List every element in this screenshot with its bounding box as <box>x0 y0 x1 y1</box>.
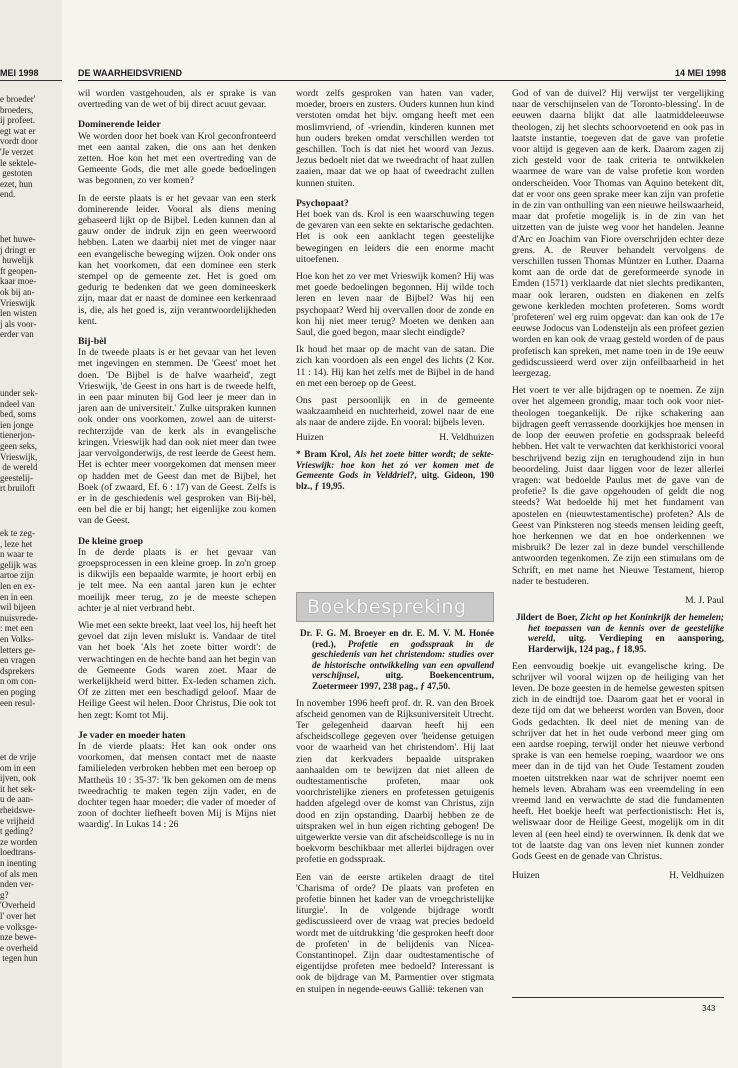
column-end-rule <box>512 997 724 998</box>
signature-author: H. Veldhuizen <box>669 870 724 882</box>
page-header <box>78 68 726 78</box>
column-1-intro: wil worden vastgehouden, als er sprake is van overtreding van de wet of bij direct acuut gevaar. <box>78 88 276 111</box>
section-heading: Bij-bèl <box>78 336 107 348</box>
publication-name: DE WAARHEIDSVRIEND <box>78 68 183 78</box>
signature-line <box>512 870 724 881</box>
column-2 <box>296 88 494 429</box>
book-title: Profetie en godsspraak in de geschiedenis van het christendom: studies over de historische ontwikkeling van een opvallend verschijnsel <box>312 638 494 681</box>
previous-page-rule <box>0 80 62 81</box>
signature-line <box>512 595 724 606</box>
paragraph: Ons past persoonlijk en in de gemeente waakzaamheid en nuchterheid, zowel naar de ene als naar de andere zijde. En vooral: bijbels leven. <box>296 395 494 429</box>
footnote-details: , uitg. Gideon, 190 blz., ƒ 19,95. <box>296 470 495 491</box>
column-1 <box>78 88 276 1018</box>
header-rule <box>78 80 726 81</box>
signature-place: Huizen <box>512 870 540 882</box>
book-author: Jildert de Boer, <box>516 612 581 623</box>
previous-page-fragment: under sek- ndeel van bed, soms ien jonge tienerjon- geen seks, Vrieswijk, de wereld geestelij- rt bruiloft <box>0 388 38 494</box>
section-heading: Je vader en moeder haten <box>78 729 186 741</box>
book-details: , uitg. Verdieping en aansporing, Harderwijk, 124 pag., ƒ 18,95. <box>528 633 724 654</box>
paragraph: Een van de eerste artikelen draagt de titel 'Charisma of orde? De plaats van profeten en profetie binnen het kader van de vroegchristelijke liturgie'. In de volgende bijdrage wordt gediscussieerd over de vraag wat precies bedoeld wordt met de uitdrukking 'die gesproken heeft door de profeten' in de belijdenis van Nicea-Constantinopel. Zijn daar oudtestamentische of eigentijdse profeten mee bedoeld? Interessant is ook de bijdrage van M. Parmentier over stigmata en stuipen in negende-eeuws Gallië: tekenen van <box>296 871 494 995</box>
publication-date: 14 MEI 1998 <box>674 68 726 78</box>
column-3 <box>512 88 724 1013</box>
previous-page-strip <box>0 0 63 1068</box>
book-bibliography <box>296 628 494 692</box>
signature-author: H. Veldhuizen <box>439 432 494 443</box>
paragraph: We worden door het boek van Krol geconfronteerd met een aantal zaken, die ons aan het denken zetten. Hoe kon het met een overtreding van de Gemeente Gods, die met alle goede bedoelingen was begonnen, zo ver komen? <box>78 130 276 187</box>
book-review-column <box>296 628 494 1018</box>
page-number: 343 <box>702 1004 716 1013</box>
book-review-banner <box>296 592 494 622</box>
paragraph: In de derde plaats is er het gevaar van groepsprocessen in een kleine groep. In zo'n groep is dikwijls een bepaalde warmte, je hoort erbij en je telt mee. Na een aantal jaren kun je echter moeilijk meer terug, zo je de meeste schepen achter je al niet verbrand hebt. <box>78 546 276 614</box>
paragraph: In november 1996 heeft prof. dr. R. van den Broek afscheid genomen van de Rijksuniversiteit Utrecht. Ter gelegenheid daarvan heeft hij een afscheidscollege gegeven over 'heidense getuigen voor de waarheid van het christendom'. Hij laat zien dat kerkvaders bepaalde uitspraken aanhaalden om te bewijzen dat niet alleen de oudtestamentische profeten, maar ook voorchristelijke zieners en profetessen getuigenis hadden afgelegd over de komst van Christus, zijn dood en zijn opstanding. Daarbij hebben ze de uitspraken wel in hun eigen richting gebogen! De uitgewerkte versie van dit afscheidscollege is nu in boekvorm beschikbaar met allerlei bijdragen over profetie en godsspraak. <box>296 697 494 866</box>
column-2-signoff <box>296 424 494 584</box>
paragraph: In de eerste plaats is er het gevaar van een sterk dominerende leider. Vooral als diens mening gebaseerd lijkt op de Bijbel. Leden kunnen dan al gauw onder de indruk zijn en geen weerwoord hebben. Laten we daarbij niet met de vinger naar een evangelische beweging wijzen. Ook onder ons kan het voorkomen, dat een dominee een sterk stempel op de gemeente zet. Het is goed om gedurig te bedenken dat we geen domineeskerk zijn, maar dat er naast de dominee een kerkenraad is, die, als het goed is, zijn verantwoordelijkheden kent. <box>78 192 276 327</box>
footnote-author: * Bram Krol, <box>296 449 355 460</box>
section-heading: De kleine groep <box>78 535 144 547</box>
book-title: Zicht op het Koninkrijk der hemelen; het toepassen van de kennis over de geestelijke wereld <box>528 612 724 644</box>
paragraph: Het boek van ds. Krol is een waarschuwing tegen de gevaren van een sekte en sektarische gedachten. Het is ook een aanklacht tegen geestelijke bewegingen en leiders die een enorme macht uitoefenen. <box>296 209 494 265</box>
paragraph: Hoe kon het zo ver met Vrieswijk komen? Hij was met goede bedoelingen begonnen. Hij wilde toch leren en leven naar de Bijbel? Was hij een psychopaat? Werd hij overvallen door de zonde en kon hij niet meer terug? Moeten we denken aan Saul, die goed begon, maar slecht eindigde? <box>296 271 494 339</box>
paragraph: God of van de duivel? Hij verwijst ter vergelijking naar de verschijnselen van de 'Toronto-blessing'. In de eeuwen daarna blijkt dat alle laatmiddeleeuwse theologen, zij het slechts schoorvoetend en ook pas in laatste instantie, toegeven dat de gave van profetie voor altijd is gegeven aan de kerk. Daarom zagen zij zich gesteld voor de taak criteria te ontwikkelen waarmee de ware van de valse profetie kon worden onderscheiden. Voor Thomas van Aquino betekent dit, dat er voor ons geen sprake meer kan zijn van profetie in de zin van onthulling van een nieuwe heilswaarheid, maar dat profetie mogelijk is in de zin van het uitzetten van de juiste weg voor het handelen. Jeanne d'Arc en Joachim van Fiore overschrijden echter deze grens. A. de Reuver behandelt vervolgens de verschillen tussen Thomas Müntzer en Luther. Daarna komt aan de orde dat de gereformeerde synode in Emden (1571) verklaarde dat niet slechts predikanten, maar ook leraren, oudsten en diakenen en zelfs gewone kerkleden mochten profeteren. Soms wordt 'profeteren' wel erg ruim opgevat: dan kan ook de 17e eeuwse Jodocus van Lodensteijn als een profeet gezien worden en kan ook de vraag gesteld worden of de paus profetisch kan spreken, met name toen in de 19e eeuw gedidscussieerd werd over zijn onfeilbaarheid in het leergezag. <box>512 88 724 380</box>
previous-page-date: MEI 1998 <box>0 68 39 78</box>
paragraph: In de tweede plaats is er het gevaar van het leven met ingevingen en stemmen. De 'Geest' moet het doen. 'De Bijbel is de halve waarheid', zegt Vrieswijk, 'de Geest in ons hart is de tweede helft, in een paar minuten bij God leer je meer dan in jaren aan de universiteit.' Zulke uitspraken kunnen ook onder ons voorkomen, zowel aan de uiterst-rechterzijde van de kerk als in evangelische kringen. Vrieswijk had dan ook niet meer dan twee jaar vervolgonderwijs, de rest leerde de Geest hem. Het is echter meer voorgekomen dat mensen meer op hadden met de Geest dan met de Bijbel, het Boek (of zwaard, Ef. 6 : 17) van de Geest. Zelfs is er in de geschiedenis wel gesproken van Bij-bèl, een bel die er bij hangt; het eigenlijke zou komen van de Geest. <box>78 347 276 527</box>
paragraph: Wie met een sekte breekt, laat veel los, hij heeft het gevoel dat zijn leven mislukt is. Vandaar de titel van het boek 'Als het zoete bitter wordt': de verwachtingen en de hechte band aan het begin van de Gemeente Gods waren zoet. Maar de werkelijkheid werd bitter. Ex-leden schamen zich. Of ze zitten met een beschadigd geloof. Maar de Heilige Geest wil helen. Door Christus, Die ook tot hen zegt: Komt tot Mij. <box>78 619 276 721</box>
footnote-title: Als het zoete bitter wordt; de sekte-Vrieswijk: hoe kon het zó ver komen met de Gemeente Gods in Velddriel? <box>296 449 494 481</box>
section-heading: Psychopaat? <box>296 197 349 209</box>
previous-page-fragment: e broeder' broeders, ij profeet. egt wat er vordt door 'Je verzet le sektele- gestoten ezet, hun end. <box>0 94 38 200</box>
previous-page-fragment: et de vrije om in een ijven, ook it het sek- u de aan- rheidswe- e vrijheid t geding? ze worden loedtrans- n inenting of als men nden ver- g? 'Overheid l' over het e volksge- nze bewe- e overheid tegen hun <box>0 752 38 964</box>
signature-author: M. J. Paul <box>685 594 724 606</box>
previous-page-fragment: het huwe- j dringt er huwelijk ft geopen- kaar moe- ok bij an- Vrieswijk len wisten j als voor- erder van <box>0 234 37 340</box>
newspaper-page <box>62 0 738 1068</box>
book-editors: Dr. F. G. M. Broeyer en dr. E. M. V. M. Honée (red.), <box>300 628 494 649</box>
signature-line <box>296 432 494 443</box>
previous-page-fragment: ek te zeg- , leze het n waar te gelijk was artoe zijn len en ex- en in een wil bijeen nuisvrede- : met een en Volks- letters ge- en vragen dsprekers n om con- en poging een resul- <box>0 528 38 708</box>
paragraph: Ik houd het maar op de macht van de satan. Die zich kan voordoen als een engel des lichts (2 Kor. 11 : 14). Hij kan het zelfs met de Bijbel in de hand en met een beroep op de Geest. <box>296 344 494 389</box>
book-bibliography <box>512 612 724 654</box>
section-heading: Dominerende leider <box>78 119 161 131</box>
column-2-intro: wordt zelfs gesproken van haten van vader, moeder, broers en zusters. Ouders kunnen hun kind verstoten omdat het bijv. omgang heeft met een moslimvriend, of -vriendin, kinderen kunnen met hun ouders breken omdat verschillen werden tot geschillen. Toch is dat niet het woord van Jezus. Jezus bedoelt niet dat we tweedracht of haat zullen zaaien, maar dat we op haat of tweedracht zullen kunnen stuiten. <box>296 88 494 189</box>
book-details: , uitg. Boekencentrum, Zoetermeer 1997, 238 pag., ƒ 47,50. <box>312 670 494 691</box>
book-review-title: Boekbespreking <box>307 596 467 618</box>
paragraph: Het voert te ver alle bijdragen op te noemen. Ze zijn over het algemeen grondig, maar toch ook voor niet-theologen toegankelijk. De rijke schakering aan bijdragen geeft verrassende doorkijkjes hoe mensen in de loop der eeuwen profetie en godsspraak beleefd hebben. Het valt te verwachten dat kerkhistorici vooral beschrijvend bezig zijn en terughoudend zijn in hun beoordeling. Juist daar liggen voor de lezer allerlei vragen: wat bedoelde Paulus met de gave van de profetie? Is die gave opgehouden of geldt die nog steeds? Wat bedoelde hij met het fundament van apostelen en (nieuwtestamentische) profeten? Als de Geest van Pinksteren nog steeds mensen leiding geeft, hoe herkennen we dat en hoe onderkennen we misbruik? De lezer zal in deze bundel verschillende antwoorden tegenkomen. Ze zijn een stimulans om de Schrift, en met name het Nieuwe Testament, hierop nader te bestuderen. <box>512 385 724 587</box>
book-footnote <box>296 449 494 491</box>
paragraph: In de vierde plaats: Het kan ook onder ons voorkomen, dat mensen contact met de naaste familieleden verbroken hebben met een beroep op Mattheüs 10 : 35-37: 'Ik ben gekomen om de mens tweedrachtig te maken tegen zijn vader, en de dochter tegen haar moeder; die vader of moeder of zoon of dochter liefheeft boven Mij is Mijns niet waardig'. In Lukas 14 : 26 <box>78 740 276 831</box>
paragraph: Een eenvoudig boekje uit evangelische kring. De schrijver wil vooral wijzen op de heiliging van het leven. De boze geesten in de hemelse gewesten spitsen zich in de eindtijd toe. Daarom gaat het er vooral in deze tijd om dat we beheerst worden van Boven, door Gods gedachten. Ik deel niet de mening van de schrijver dat het in het oude verbond meer ging om een aardse roeping, terwijl onder het nieuwe verbond sprake is van een hemelse roeping, waardoor we ons meer dan in de tijd van het Oude Testament zouden moeten uitstrekken naar wat de schrijver noemt een hemels leven. Abraham was een vreemdeling in een vreemd land en verwachtte de stad die fundamenten heeft. Het boekje heeft wat perfectionistisch: Het is, weliswaar door de Heilige Geest, mogelijk om in dit leven al (een heel eind) te overwinnen. Ik denk dat we tot de laatste dag van ons leven niet kunnen zonder Gods Geest en de genade van Christus. <box>512 660 724 862</box>
signature-place: Huizen <box>296 432 324 443</box>
